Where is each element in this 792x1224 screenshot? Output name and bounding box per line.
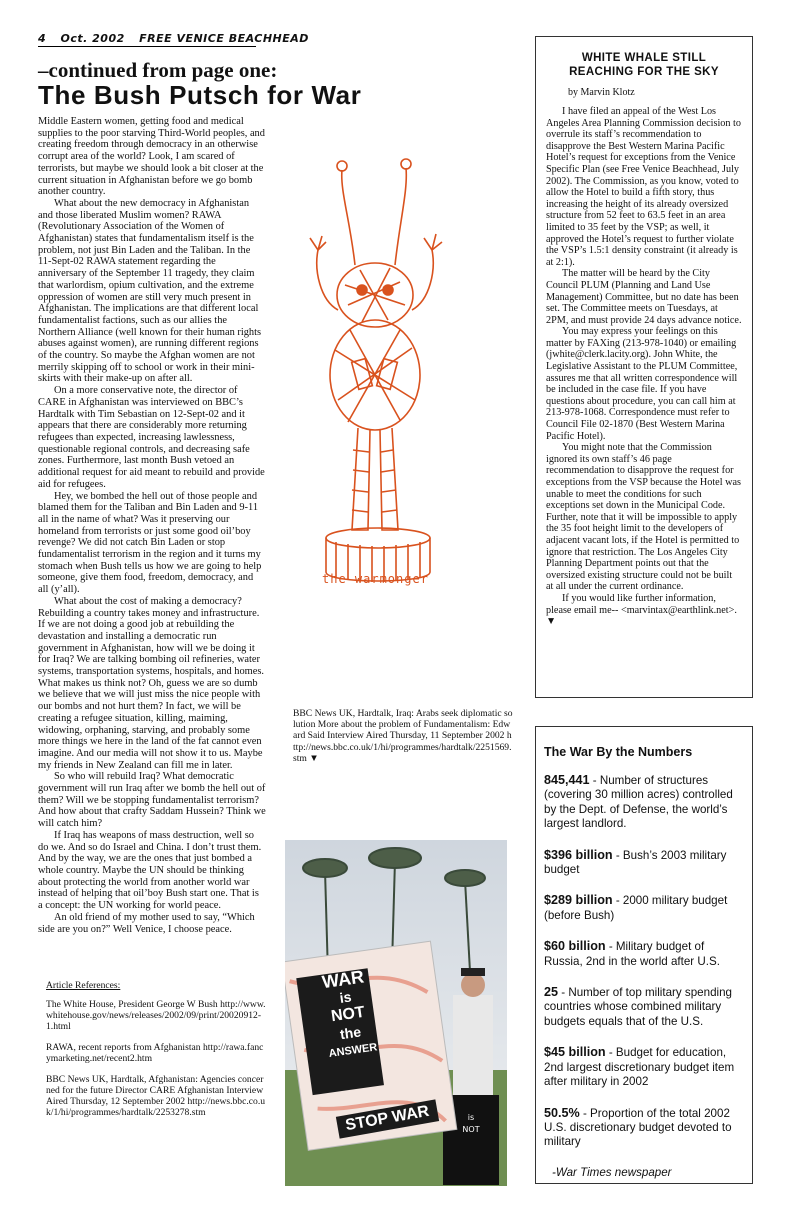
numbers-figure: $289 billion (544, 893, 613, 908)
whale-title-line: REACHING FOR THE SKY (569, 66, 719, 78)
numbers-figure: 50.5% (544, 1105, 580, 1120)
numbers-item (544, 939, 744, 969)
whale-byline: by Marvin Klotz (568, 87, 635, 98)
numbers-title: The War By the Numbers (544, 745, 693, 759)
sign-word: ANSWER (327, 1041, 379, 1060)
numbers-figure: 845,441 (544, 773, 590, 787)
reference-item: The White House, President George W Bush http://www.whitehouse.gov/news/releases/2002/09/print/20020912-1.html (46, 999, 266, 1032)
numbers-item (544, 1045, 744, 1089)
issue-date: Oct. 2002 (60, 32, 125, 45)
numbers-item (544, 893, 744, 923)
stop-war-banner: STOP WAR (336, 1099, 439, 1138)
sign-word: is (338, 988, 353, 1006)
page-number: 4 (38, 32, 47, 45)
references-title: Article References: (46, 980, 121, 991)
whale-paragraph: If you would like further information, please email me-- <marvintax@earthlink.net>. ▼ (546, 592, 737, 628)
numbers-source: -War Times newspaper (552, 1165, 672, 1179)
whale-paragraph: You might note that the Commission ignored its own staff’s 46 page recommendation to disapprove the request for exceptions from the VSP because the Hotel was unable to meet the conditions for such exceptions set down in the Municipal Code. Further, note that it will be impossible to apply the 35 foot height limit to the developers of adjacent vacant lots, if the Hotel is permitted to ignore that restriction. The Los Angeles City Planning Department points out that the oversized existing structure could not be built at all under the current ordinance. (546, 442, 741, 593)
numbers-item (544, 985, 744, 1029)
numbers-text: - Number of top military spending countries whose combined military budgets equals that of the U.S. (544, 986, 732, 1028)
whale-paragraph: You may express your feelings on this matter by FAXing (213-978-1040) or emailing (jwhite@clerk.lacity.org). John White, the Legislative Assistant to the PLUM Committee, assures me that all written correspondence will be included in the case file. If you have questions about procedure, you can call him at 213-978-1068. Correspondence must refer to Council File 02-1870 (Best Western Marina Pacific Hotel). (546, 326, 738, 442)
numbers-figure: $60 billion (544, 939, 606, 954)
paper-name: FREE VENICE BEACHHEAD (139, 32, 309, 45)
masthead-strip (38, 32, 309, 47)
numbers-figure: $45 billion (544, 1045, 606, 1060)
article-paragraph: Middle Eastern women, getting food and medical supplies to the poor starving Third-World peoples, and creating freedom through democracy in an otherwise corrupt area of the world? Look, I am scared of terrorists, but maybe we should look a bit closer at the current situation in Afghanistan before we go bomb another country. (38, 116, 265, 198)
numbers-text: - Number of structures (covering 30 million acres) controlled by the Dept. of Defense, the world’s largest landlord. (544, 774, 733, 831)
whale-paragraph: The matter will be heard by the City Council PLUM (Planning and Land Use Management) Committee, but no date has been set. The Committee meets on Tuesdays, at 2PM, and must provide 24 days advance notice. (546, 268, 742, 326)
numbers-text: - Budget for education, 2nd largest discretionary budget item after military in 2002 (544, 1046, 735, 1089)
numbers-figure: $396 billion (544, 847, 613, 862)
protest-sign (307, 966, 389, 1065)
whale-title (546, 51, 742, 79)
svg-text:is: is (467, 1113, 475, 1122)
reference-item: RAWA, recent reports from Afghanistan http://rawa.fancymarketing.net/recent2.htm (46, 1042, 264, 1064)
article-paragraph: On a more conservative note, the director of CARE in Afghanistan was interviewed on BBC’s Hardtalk with Tim Sebastian on 12-Sept-02 and it appears that there are considerably more returning refugees than expected, increasing lawlessness, questionable regional controls, and decreasing safe zones. Furthermore, last month Bush vetoed an additional request for aid meant to rebuild and provide aid for refugees. (38, 385, 265, 490)
numbers-text: - 2000 military budget (before Bush) (544, 894, 728, 922)
article-paragraph: An old friend of my mother used to say, “Which side are you on?” Well Venice, I choose peace. (38, 911, 255, 935)
bbc-reference-note: BBC News UK, Hardtalk, Iraq: Arabs seek diplomatic solution More about the problem of Fundamentalism: Edward Said Interview Aired Thursday, 11 September 2002 http://news.bbc.co.uk/1/hi/programmes/hardtalk/2251569.stm ▼ (293, 708, 513, 764)
numbers-item (544, 1106, 744, 1150)
article-paragraph: What about the new democracy in Afghanistan and those liberated Muslim women? RAWA (Revolutionary Association of the Women of Afghanistan) states that fundamentalism itself is the problem, not just Bin Laden and the Taliban. In the 11-Sept-02 RAWA statement regarding the anniversary of the September 11 tragedy, they claim that warlordism, opium cultivation, and the extreme oppression of women are still very much present in Afghanistan. The implications are that different local fundamentalist factions, such as our allies the Northern Alliance (well known for their human rights abuses against women), are running different regions of the country. So maybe the Afghan women are not merrily skipping off to school or work in their mini-skirts with their make-up on after all. (38, 197, 262, 385)
sign-word: the (338, 1023, 363, 1043)
sign-word: WAR (320, 966, 366, 993)
article-body (38, 116, 266, 935)
white-whale-box (535, 36, 753, 698)
numbers-item (544, 848, 744, 878)
article-paragraph: If Iraq has weapons of mass destruction, well so do we. And so do Israel and China. I don’t trust them. And by the way, we are the ones that just bombed a whole country. Maybe the UN should be thinking about protecting the world from another world war instead of helping that oil’boy Bush start one. That is a concept: the UN working for world peace. (38, 829, 262, 912)
sign-word: NOT (330, 1003, 366, 1026)
numbers-item (544, 773, 744, 832)
war-numbers-box (535, 726, 753, 1184)
protest-photo (285, 840, 507, 1186)
continued-kicker: –continued from page one: (38, 58, 278, 82)
whale-title-line: WHITE WHALE STILL (581, 52, 707, 64)
article-paragraph: What about the cost of making a democracy? Rebuilding a country takes money and infrastructure. If we are not doing a good job at rebuilding the devastation and installing a democratic run government in Afghanistan, how will we be doing it for Iraq? We are talking bombing oil refineries, water systems, transportation systems, hospitals, and homes. What makes us think not? Oh, guess we are so dumb we believe that we will just miss the nice people with our bombs and not hurt them? In fact, we will be creating a refugee situation, killing, maiming, widowing, orphaning, starving, and probably some more things we here in the land of the fat cannot even imagine. And our media will not show it to us. Maybe my friends in New Zealand can fill me in later. (38, 595, 264, 771)
numbers-text: - Military budget of Russia, 2nd in the world after U.S. (544, 940, 720, 968)
article-references (46, 980, 266, 1128)
whale-body (546, 106, 742, 628)
article-paragraph: So who will rebuild Iraq? What democratic government will run Iraq after we bomb the hell out of them? Will we be stopping fundamentalist terrorism? And how about that crafty Saddam Hussein? Think we will catch him? (38, 771, 266, 830)
warmonger-illustration (300, 110, 450, 590)
whale-paragraph: I have filed an appeal of the West Los Angeles Area Planning Commission decision to overrule its staff’s recommendation to disapprove the Best Western Marina Pacific Hotel’s request for exceptions from the Venice Specific Plan (see Free Venice Beachhead, July 2002). The Commission, as you know, voted to allow the Hotel to build a fifth story, thus increasing the height of its already oversized structure from 52 feet to 63.5 feet in an area limited to 35 feet by the VSP; as well, it approved the Hotel’s request to further violate the VSP’s 1.5:1 density constraint (it already is at 2:1). (546, 106, 741, 268)
numbers-text: - Proportion of the total 2002 U.S. discretionary budget devoted to military (544, 1106, 732, 1149)
numbers-figure: 25 (544, 985, 559, 1000)
svg-text:NOT: NOT (462, 1125, 480, 1134)
numbers-text: - Bush’s 2003 military budget (544, 848, 727, 877)
reference-item: BBC News UK, Hardtalk, Afghanistan: Agencies concerned for the future Director CARE Afghanistan Interview Aired Thursday, 12 September 2002 http://news.bbc.co.uk/1/hi/programmes/hardtalk/2253278.stm (46, 1074, 266, 1118)
illustration-caption: the warmonger (322, 572, 429, 586)
article-headline: The Bush Putsch for War (38, 80, 362, 110)
article-paragraph: Hey, we bombed the hell out of those people and blamed them for the Taliban and Bin Laden and 9-11 all in the name of what? Was it preserving our homeland from terrorists or just some good oil’boy revenge? We did not catch Bin Laden or stop fundamentalist terrorism in the region and it turns my stomach when Bush tells us how we are going to help someone, give them food, freedom, democracy, and all (y’all). (38, 490, 262, 596)
